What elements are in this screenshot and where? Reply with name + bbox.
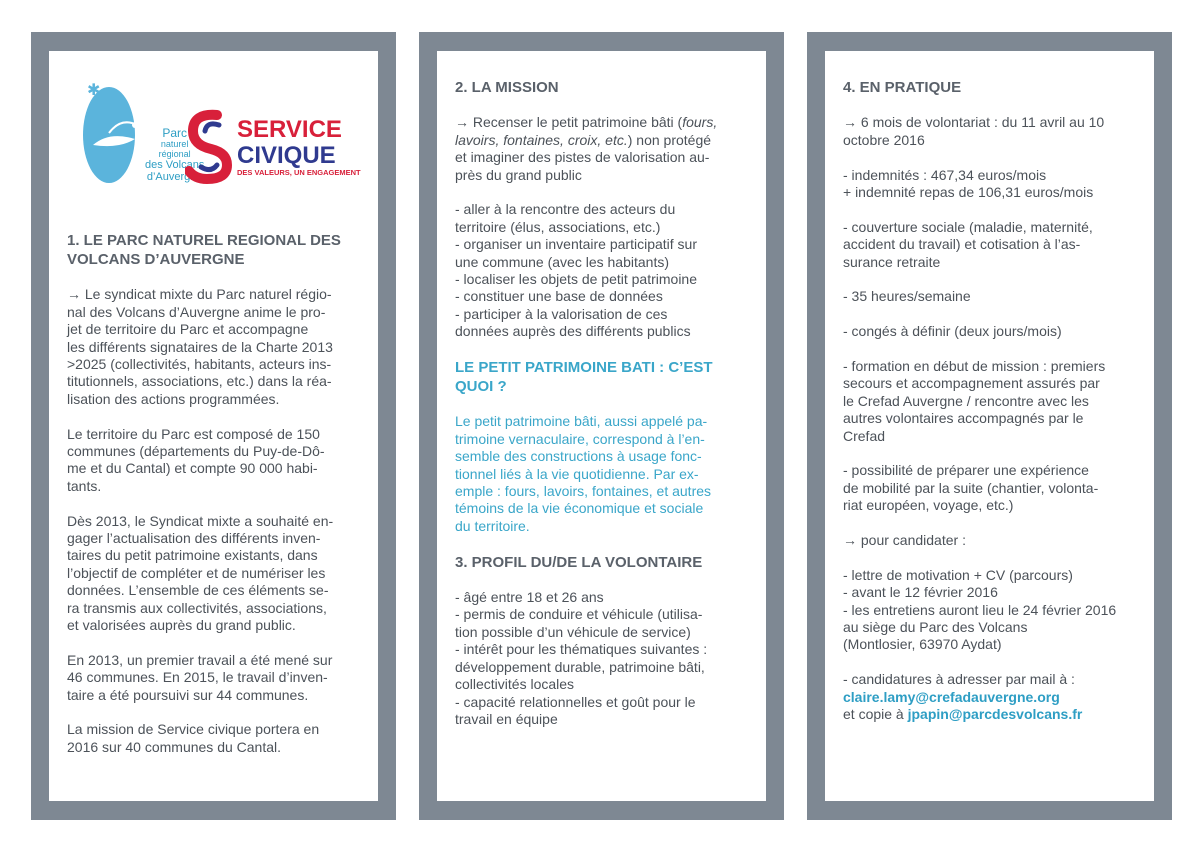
text-line: → 6 mois de volontariat : du 11 avril au 10 [843, 114, 1105, 131]
text-line: - lettre de motivation + CV (parcours) [843, 566, 1073, 583]
text-line: près du grand public [455, 166, 582, 183]
text-line: Crefad [843, 427, 886, 444]
list-item: - permis de conduire et véhicule (utilisa- [455, 606, 703, 623]
text-line: semble des constructions à usage fonc- [455, 448, 702, 465]
text-line: jet de territoire du Parc et accompagne [67, 321, 309, 338]
pratique-g1 [843, 114, 1136, 149]
text-line: La mission de Service civique portera en [67, 721, 320, 738]
text-line: l’objectif de compléter et de numériser les [67, 564, 326, 581]
text-line: - couverture sociale (maladie, maternité, [843, 218, 1093, 235]
text-line: données. L’ensemble de ces éléments se- [67, 582, 329, 599]
list-item: - âgé entre 18 et 26 ans [455, 589, 604, 606]
text-span-italic: fours, [682, 114, 718, 131]
list-item: travail en équipe [455, 710, 558, 727]
email-link-crefad[interactable]: claire.lamy@crefadauvergne.org [843, 688, 1060, 705]
parc-logo-line: des Volcans [145, 159, 205, 171]
pratique-g8 [843, 532, 1136, 549]
panel-3-content [825, 51, 1154, 801]
text-line [843, 706, 1136, 723]
heading-line: QUOI ? [455, 378, 507, 396]
text-line: taires du petit patrimoine existants, dans [67, 547, 318, 564]
text-line: autres volontaires accompagnés par le [843, 410, 1084, 427]
text-line: → pour candidater : [843, 532, 966, 549]
text-line: du territoire. [455, 517, 530, 534]
petit-patrimoine-definition [455, 413, 748, 535]
panel-2 [419, 32, 784, 820]
list-item: - capacité relationnelles et goût pour le [455, 693, 696, 710]
text-line: nal des Volcans d’Auvergne anime le pro- [67, 303, 326, 320]
text-span: → Recenser le petit patrimoine bâti ( [455, 114, 683, 131]
panel-3 [807, 32, 1172, 820]
pratique-g2 [843, 167, 1136, 202]
text-line: Le territoire du Parc est composé de 150 [67, 425, 320, 442]
section-1-heading: 1. LE PARC NATUREL REGIONAL DES VOLCANS D’AUVERGNE [67, 232, 341, 268]
mission-intro [455, 114, 748, 184]
pratique-g7 [843, 462, 1136, 514]
text-line: 46 communes. En 2015, le travail d’inven- [67, 669, 328, 686]
text-line: accident du travail) et cotisation à l’as- [843, 236, 1081, 253]
parc-logo-line: d’Auvergne [146, 171, 203, 183]
text-line: me et du Cantal) et compte 90 000 habi- [67, 460, 318, 477]
text-line: En 2013, un premier travail a été mené sur [67, 651, 333, 668]
pratique-g5 [843, 323, 1136, 340]
mission-list [455, 201, 748, 340]
text-line: ra transmis aux collectivités, associations, [67, 599, 327, 616]
list-item: - intérêt pour les thématiques suivantes : [455, 641, 708, 658]
text-line: le Crefad Auvergne / rencontre avec les [843, 392, 1089, 409]
petit-patrimoine-heading [455, 358, 748, 396]
text-line: Dès 2013, le Syndicat mixte a souhaité en- [67, 512, 334, 529]
section-1-p2 [67, 426, 360, 496]
text-line: - indemnités : 467,34 euros/mois [843, 166, 1047, 183]
text-line: communes (départements du Puy-de-Dô- [67, 443, 325, 460]
text-line: Le petit patrimoine bâti, aussi appelé pa- [455, 413, 708, 430]
text-line [455, 114, 748, 131]
panel-1-content [49, 51, 378, 801]
text-line: octobre 2016 [843, 131, 925, 148]
list-item: - organiser un inventaire participatif sur [455, 236, 698, 253]
list-item: collectivités locales [455, 676, 575, 693]
text-span: ) non protégé [627, 131, 712, 148]
section-1-p1 [67, 286, 360, 408]
pratique-g3 [843, 219, 1136, 271]
section-2-heading: 2. LA MISSION [455, 79, 559, 96]
svg-text:✱: ✱ [87, 80, 101, 99]
section-3-heading: 3. PROFIL DU/DE LA VOLONTAIRE [455, 553, 703, 571]
text-line: - formation en début de mission : premiers [843, 358, 1106, 374]
text-line: surance retraite [843, 253, 941, 270]
text-line: - congés à définir (deux jours/mois) [843, 323, 1062, 340]
panel-2-content [437, 51, 766, 801]
text-line: tionnel liés à la vie quotidienne. Par ex- [455, 465, 699, 482]
list-item: une commune (avec les habitants) [455, 253, 669, 270]
text-line: taire a été poursuivi sur 44 communes. [67, 686, 309, 703]
copy-label: et copie à [843, 706, 908, 723]
text-line: les différents signataires de la Charte 2013 [67, 338, 333, 355]
text-line: trimoine vernaculaire, correspond à l’en- [455, 430, 705, 447]
text-line: emple : fours, lavoirs, fontaines, et autres [455, 483, 712, 500]
list-item: développement durable, patrimoine bâti, [455, 658, 705, 675]
list-item: données auprès des différents publics [455, 323, 691, 340]
text-line: - les entretiens auront lieu le 24 février 2016 [843, 601, 1117, 618]
text-line: au siège du Parc des Volcans [843, 619, 1028, 636]
text-line: titutionnels, associations, etc.) dans la réa- [67, 373, 332, 390]
text-line: de mobilité par la suite (chantier, volonta- [843, 479, 1099, 496]
list-item: - aller à la rencontre des acteurs du [455, 201, 676, 218]
text-line: + indemnité repas de 106,31 euros/mois [843, 184, 1094, 200]
text-line: >2025 (collectivités, habitants, acteurs ins- [67, 356, 332, 373]
pratique-g4 [843, 288, 1136, 305]
panel-1 [31, 32, 396, 820]
text-line: secours et accompagnement assurés par [843, 375, 1100, 392]
text-line: et valorisées auprès du grand public. [67, 617, 296, 634]
pratique-g6 [843, 358, 1136, 445]
parc-logo-line: naturel [160, 139, 189, 149]
section-1-p5 [67, 721, 360, 756]
text-line: riat européen, voyage, etc.) [843, 497, 1014, 514]
text-line: 2016 sur 40 communes du Cantal. [67, 738, 282, 755]
parc-logo-line: Parc [162, 126, 187, 140]
logos [67, 51, 360, 191]
text-span-italic: lavoirs, fontaines, croix, etc. [455, 131, 628, 148]
profil-list [455, 589, 748, 728]
text-line: lisation des actions programmées. [67, 390, 280, 407]
section-1-p3 [67, 513, 360, 635]
email-link-parc[interactable]: jpapin@parcdesvolcans.fr [907, 706, 1083, 723]
text-line: (Montlosier, 63970 Aydat) [843, 636, 1002, 653]
section-1-p4 [67, 652, 360, 704]
pratique-g9 [843, 567, 1136, 654]
sc-logo-line2: CIVIQUE [237, 142, 336, 169]
list-item: territoire (élus, associations, etc.) [455, 218, 661, 235]
text-line: → Le syndicat mixte du Parc naturel régio- [67, 286, 332, 303]
section-4-heading: 4. EN PRATIQUE [843, 79, 962, 96]
text-line: tants. [67, 477, 102, 494]
sc-logo-line1: SERVICE [237, 116, 342, 143]
parc-logo-line: régional [158, 149, 191, 159]
text-line: et imaginer des pistes de valorisation au- [455, 149, 710, 166]
list-item: - participer à la valorisation de ces [455, 305, 668, 322]
sc-logo-tagline: DES VALEURS, UN ENGAGEMENT [237, 168, 361, 177]
heading-line: LE PETIT PATRIMOINE BATI : C’EST [455, 359, 713, 377]
text-line: gager l’actualisation des différents inven- [67, 530, 321, 547]
pratique-contact [843, 671, 1136, 723]
text-line [455, 132, 748, 149]
service-civique-logo [185, 109, 365, 189]
text-line: - possibilité de préparer une expérience [843, 462, 1089, 479]
list-item: - constituer une base de données [455, 288, 663, 305]
list-item: - localiser les objets de petit patrimoine [455, 271, 698, 288]
text-line: - avant le 12 février 2016 [843, 584, 998, 601]
text-line: - 35 heures/semaine [843, 288, 971, 305]
text-line: témoins de la vie économique et sociale [455, 500, 704, 517]
list-item: tion possible d’un véhicule de service) [455, 623, 691, 640]
text-line: - candidatures à adresser par mail à : [843, 671, 1075, 688]
